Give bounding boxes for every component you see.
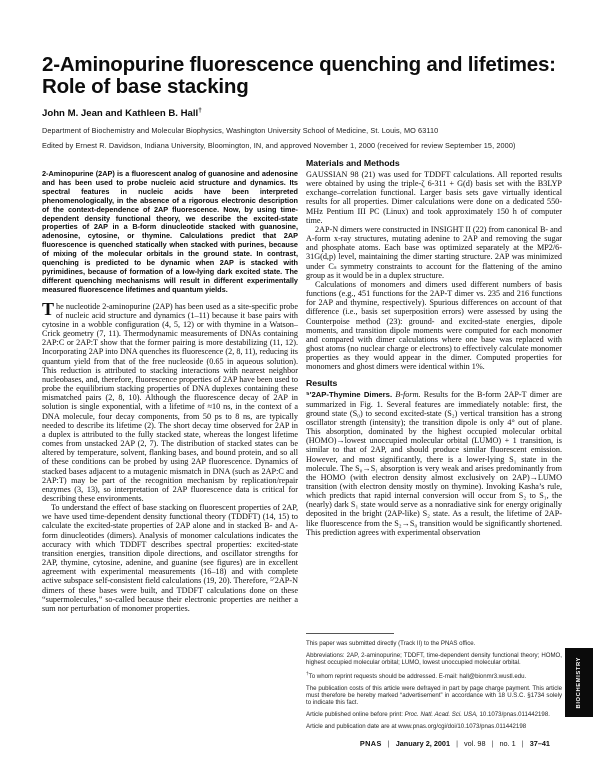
footer-separator: |: [491, 739, 494, 748]
methods-heading: Materials and Methods: [306, 158, 400, 168]
footnote-divider: [306, 633, 394, 634]
category-tab: [565, 648, 593, 717]
results-run-in-heading: ⁵′2AP-Thymine Dimers.: [306, 390, 393, 400]
footer-pages: 37–41: [529, 739, 550, 748]
footnote-correspondence: [306, 671, 562, 680]
results-run-in-subheading: B-form.: [395, 390, 421, 400]
footer-date: January 2, 2001: [395, 739, 451, 748]
author-footnote-mark: †: [198, 107, 202, 114]
intro-paragraph-2: To understand the effect of base stacking on fluorescent properties of 2AP, we have used time-dependent density functional theory (TDDFT) (14, 15) to calculate the excited-state properties of 2AP alone and in stacked B- and A-form dinucleotides (dimers). Analysis of monomer calculations indicates the accuracy with which TDDFT describes spectral properties: excited-state transition energies, transition dipole directions, and oscillator strengths for 2AP, thymine, cytosine, adenine, and guanine (see figures) are in excellent agreement with experimental measurements (16–18) and with complete active subspace self-consistent field calculations (19, 20). Therefore, ⁵′2AP-N dimers of these bases were built, and TDDFT calculations done on these “supermolecules,” so-called because their electronic properties are neither a sum nor perturbation of monomer properties.: [42, 503, 298, 613]
methods-paragraph-3: Calculations of monomers and dimers used different numbers of basis functions (e.g., 451 functions for the 2AP-T dimer vs. 235 and 216 functions for 2AP and thymine, respectively). Spurious differences on account of that difference (i.e., basis set superposition errors) were assessed by using the Counterpoise method (23): ground- and excited-state energies, dipole moments, and transition dipole moments were computed for each monomer and compared with dimer calculations where one base was replaced with ghost atoms (no nuclear charge or electrons) to effectively calculate monomer properties as they would appear in the dimer. Computed properties for monomers and ghost dimers were identical within 1%.: [306, 279, 562, 372]
right-column: [306, 158, 562, 537]
footnote-online-before-print: [306, 711, 562, 718]
results-paragraph-1-text: Results for the B-form 2AP-T dimer are summarized in Fig. 1. Several features are immediately notable: first, the ground state (S₀) to second excited-state (S₂) vertical transition has a strong oscillator strength (intensity); the transition dipole is only 4° out of plane. This absorption, dominated by the highest occupied molecular orbital (HOMO)→lowest unoccupied molecular orbital (LUMO) + 1 transition, is similar to that of 2AP, and should produce similar fluorescent emission. However, and most significantly, there is a lower-lying S₁ state in the molecule. The S₀→S₁ absorption is very weak and arises predominantly from the HOMO (with electron density almost exclusively on 2AP)→LUMO transition (with electron density mostly on thymine). Invoking Kasha’s rule, which predicts that rapid internal conversion will occur from S₂ to S₁, the (nearly) dark S₁ state would serve as a nonradiative sink for energy originally deposited in the bright (2AP-like) S₂ state. As a result, the lifetime of 2AP-like fluorescence from the S₂→S₀ transition would be significantly shortened. This prediction agrees with experimental observation: [306, 390, 563, 537]
footer-separator: |: [387, 739, 390, 748]
footer-separator: |: [521, 739, 524, 748]
footnote-abbreviations: Abbreviations: 2AP, 2-aminopurine; TDDFT, time-dependent density functional theory; HOMO, highest occupied molecular orbital; LUMO, lowest unoccupied molecular orbital.: [306, 651, 562, 667]
footnote-publication-costs: The publication costs of this article were defrayed in part by page charge payment. This article must therefore be hereby marked “advertisement” in accordance with 18 U.S.C. §1734 solely to indicate this fact.: [306, 684, 562, 707]
footnote-doi: 10.1073/pnas.011442198.: [477, 711, 550, 719]
footnotes-block: [306, 633, 562, 735]
footer-separator: |: [456, 739, 458, 748]
footer-journal-name: PNAS: [359, 739, 382, 748]
paper-title-line2: Role of base stacking: [42, 75, 249, 98]
footnote-dagger-mark: †: [306, 671, 309, 677]
author-names: John M. Jean and Kathleen B. Hall: [42, 108, 199, 120]
footnote-correspondence-text: To whom reprint requests should be addressed. E-mail: hall@bionmr3.wustl.edu.: [308, 672, 527, 680]
paper-title-line1: 2-Aminopurine fluorescence quenching and lifetimes:: [42, 53, 556, 76]
category-tab-label: BIOCHEMISTRY: [576, 656, 582, 709]
authors-line: [42, 107, 562, 119]
page-footer: [360, 739, 550, 748]
footer-volume: vol. 98: [464, 739, 486, 748]
left-column: [42, 170, 298, 613]
intro-paragraph-1-text: he nucleotide 2-aminopurine (2AP) has been used as a site-specific probe of nucleic acid structure and dynamics (1–11) because it base pairs with cytosine in a wobble configuration (4, 5, 12) or with thymine in a Watson–Crick geometry (7, 11). Thermodynamic measurements of DNAs containing 2AP:C or 2AP:T show that the former pairing is more destabilizing (11, 12). Incorporating 2AP into DNA quenches its fluorescence (2, 8, 11), reducing its quantum yield from that of the free nucleoside (0.65 in aqueous solution). This reduction is attributed to stacking interactions with nearest neighbor nucleobases, and, therefore, fluorescence properties of 2AP have been used to probe the equilibrium stacking properties of DNA duplexes containing these mismatched pairs (2, 8, 10). Although the fluorescence decay of 2AP in solution is single exponential, with a lifetime of ≈10 ns, in the context of a DNA molecule, four decay components, from 50 ps to 8 ns, are typically needed to describe its lifetime (2). The short decay time observed for 2AP in a duplex is attributed to the fully stacked state, whereas the longest lifetime comes from unstacked 2AP (2, 7). The distribution of stacked states can be altered by temperature, solvent, flanking bases, and bound protein, and so all of these conditions can be probed by using 2AP fluorescence. Dynamics of stacked bases adjacent to a mutagenic mismatch in DNA (such as 2AP:C and 2AP:T) may be part of the recognition mechanism by replication/repair enzymes (3, 13), so interpretation of 2AP fluorescence data is critical for describing these environments.: [42, 301, 298, 503]
affiliation-line: Department of Biochemistry and Molecular Biophysics, Washington University School of Medicine, St. Louis, MO 63110: [42, 126, 439, 136]
footnote-track: This paper was submitted directly (Track II) to the PNAS office.: [306, 640, 476, 647]
paper-title: [42, 54, 562, 98]
abstract-text: 2-Aminopurine (2AP) is a fluorescent analog of guanosine and adenosine and has been used to probe nucleic acid structure and dynamics. Its spectral features in nucleic acids have been interpreted phenomenologically, in the absence of a rigorous electronic description of the context-dependence of 2AP fluorescence. Now, by using time-dependent density functional theory, we describe the excited-state properties of 2AP in a B-form dinucleotide stacked with guanosine, adenosine, cytosine, or thymine. Calculations predict that 2AP fluorescence is quenched statically when stacked with purines, because of mixing of the molecular orbitals in the ground state. In contrast, quenching is predicted to be dynamic when 2AP is stacked with pyrimidines, because of formation of a low-lying dark excited state. The different quenching mechanisms will result in different experimentally measured fluorescence lifetimes and quantum yields.: [42, 169, 298, 294]
footnote-journal-name: Proc. Natl. Acad. Sci. USA,: [404, 711, 478, 719]
intro-paragraph-1: [42, 298, 298, 503]
paper-masthead: [42, 54, 562, 150]
footer-issue: no. 1: [499, 739, 516, 748]
dropcap: T: [42, 298, 55, 319]
results-heading: Results: [306, 378, 338, 389]
results-paragraph-1: [306, 390, 562, 537]
methods-paragraph-1: GAUSSIAN 98 (21) was used for TDDFT calculations. All reported results were obtained by using the triple-ζ 6-311 + G(d) basis set with the B3LYP exchange–correlation functional. Larger basis sets gave virtually identical results for all properties. Dimer calculations were done on a dedicated 550-MHz Pentium III PC (Linux) and took approximately 150 h of computer time.: [306, 170, 562, 225]
methods-paragraph-2: 2AP-N dimers were constructed in INSIGHT II (22) from canonical B- and A-form x-ray structures, mutating adenine to 2AP and removing the sugar and phosphate atoms. Each base was optimized separately at the MP2/6-31G(d,p) level, maintaining the dimer starting structure. 2AP was minimized under Cₛ symmetry constraints to account for the flattening of the amino group as it would be in a duplex structure.: [306, 224, 562, 280]
edited-by-line: Edited by Ernest R. Davidson, Indiana University, Bloomington, IN, and approved November 1, 2000 (received for review September 15, 2000): [42, 141, 516, 151]
footnote-online-pre: Article published online before print:: [306, 711, 405, 719]
footnote-publication-url: Article and publication date are at www.pnas.org/cgi/doi/10.1073/pnas.011442198: [306, 722, 527, 730]
